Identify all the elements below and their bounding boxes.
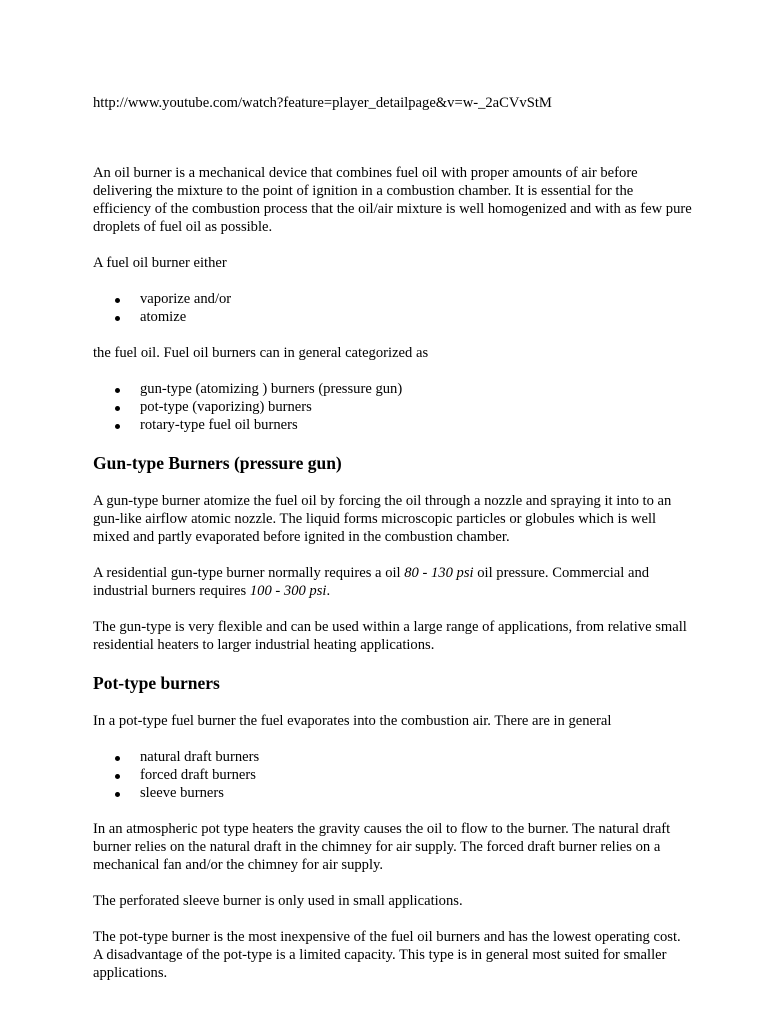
- list-item: gun-type (atomizing ) burners (pressure gun): [93, 380, 693, 398]
- list-item: natural draft burners: [93, 748, 693, 766]
- intro-paragraph: An oil burner is a mechanical device that combines fuel oil with proper amounts of air before delivering the mixture to the point of ignition in a combustion chamber. It is essential for the efficiency of the combustion process that the oil/air mixture is well homogenized and with as few pure droplets of fuel oil as possible.: [93, 165, 692, 235]
- gun-type-paragraph-2: A residential gun-type burner normally requires a oil 80 - 130 psi oil pressure. Commercial and industrial burners requires 100 - 300 psi.: [93, 565, 650, 599]
- list-item: vaporize and/or: [93, 290, 693, 308]
- pot-type-paragraph-2: In an atmospheric pot type heaters the gravity causes the oil to flow to the burner. The natural draft burner relies on the natural draft in the chimney for air supply. The forced draft burner relies on a mechanical fan and/or the chimney for air supply.: [93, 821, 671, 873]
- industrial-pressure: 100 - 300 psi: [249, 583, 327, 599]
- residential-pressure: 80 - 130 psi: [404, 565, 474, 581]
- category-list: [93, 380, 693, 434]
- source-url[interactable]: http://www.youtube.com/watch?feature=player_detailpage&v=w-_2aCVvStM: [93, 95, 552, 111]
- bullet-icon: [115, 316, 120, 321]
- pot-type-paragraph-4: The pot-type burner is the most inexpensive of the fuel oil burners and has the lowest operating cost. A disadvantage of the pot-type is a limited capacity. This type is in general most suited for smaller applications.: [93, 929, 681, 981]
- categorized-label: the fuel oil. Fuel oil burners can in general categorized as: [93, 345, 429, 361]
- gun-type-paragraph-3: The gun-type is very flexible and can be used within a large range of applications, from relative small residential heaters to larger industrial heating applications.: [93, 619, 687, 653]
- bullet-icon: [115, 424, 120, 429]
- bullet-icon: [115, 792, 120, 797]
- gun-type-paragraph-1: A gun-type burner atomize the fuel oil by forcing the oil through a nozzle and spraying it into to an gun-like airflow atomic nozzle. The liquid forms microscopic particles or globules which is well mixed and partly evaporated before ignited in the combustion chamber.: [93, 493, 672, 545]
- bullet-icon: [115, 388, 120, 393]
- pot-type-paragraph-3: The perforated sleeve burner is only used in small applications.: [93, 893, 463, 909]
- bullet-icon: [115, 756, 120, 761]
- list-item: rotary-type fuel oil burners: [93, 416, 693, 434]
- pot-type-list: [93, 748, 693, 802]
- gun-type-heading: Gun-type Burners (pressure gun): [93, 453, 342, 473]
- pot-type-heading: Pot-type burners: [93, 673, 220, 693]
- bullet-icon: [115, 406, 120, 411]
- bullet-icon: [115, 774, 120, 779]
- pot-type-paragraph-1: In a pot-type fuel burner the fuel evaporates into the combustion air. There are in general: [93, 713, 612, 729]
- either-label: A fuel oil burner either: [93, 255, 227, 271]
- list-item: pot-type (vaporizing) burners: [93, 398, 693, 416]
- bullet-icon: [115, 298, 120, 303]
- either-list: [93, 290, 693, 326]
- document-body: [93, 94, 693, 1000]
- list-item: atomize: [93, 308, 693, 326]
- list-item: forced draft burners: [93, 766, 693, 784]
- list-item: sleeve burners: [93, 784, 693, 802]
